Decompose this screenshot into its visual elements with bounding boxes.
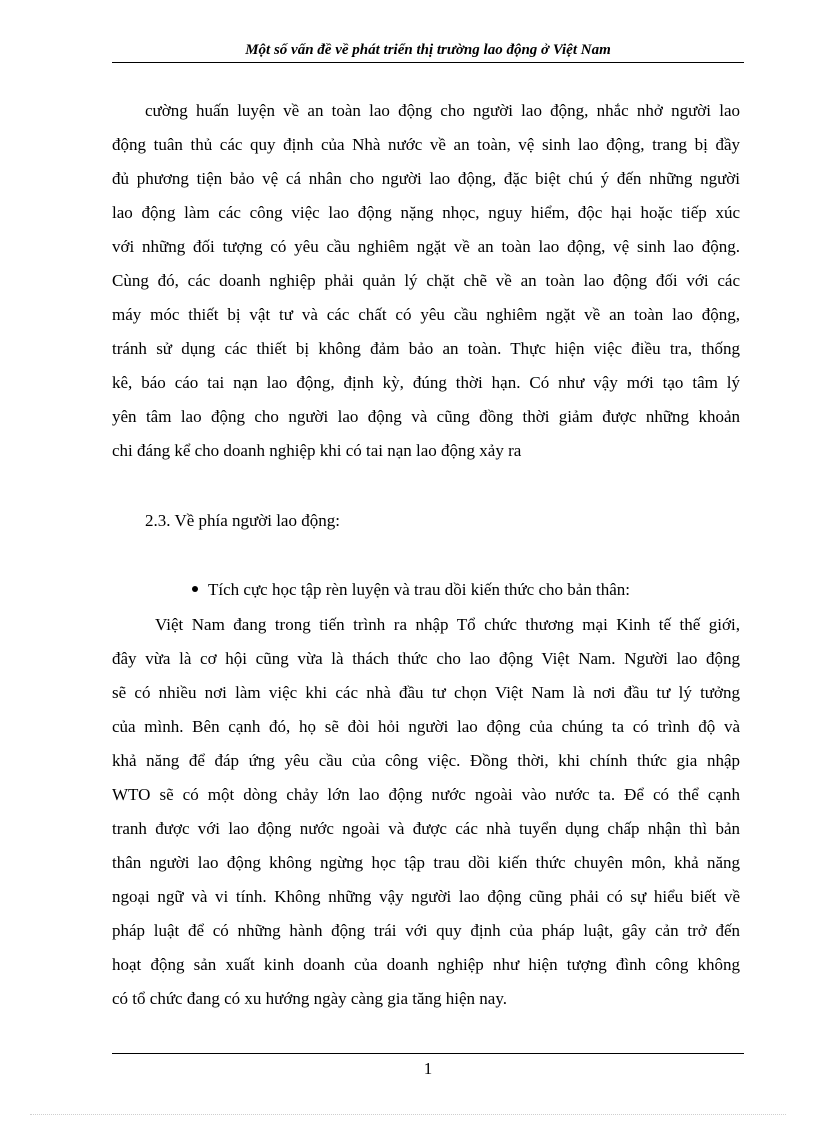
paragraph-line: ngoại ngữ và vi tính. Không những vậy người lao động cũng phải có sự hiểu biết về [112, 887, 740, 906]
bullet-text: Tích cực học tập rèn luyện và trau dồi kiến thức cho bản thân: [208, 580, 631, 599]
paragraph-line: khả năng để đáp ứng yêu cầu của công việc. Đồng thời, khi chính thức gia nhập [112, 751, 740, 770]
paragraph-line: pháp luật để có những hành động trái với quy định của pháp luật, gây cản trở đến [112, 921, 740, 940]
paragraph-line: Cùng đó, các doanh nghiệp phải quản lý chặt chẽ về an toàn lao động đối với các [112, 271, 740, 290]
paragraph-line: thân người lao động không ngừng học tập trau dồi kiến thức chuyên môn, khả năng [112, 853, 740, 872]
bullet-icon [192, 586, 198, 592]
paragraph-line: của mình. Bên cạnh đó, họ sẽ đòi hỏi người lao động của chúng ta có trình độ và [112, 717, 740, 736]
paragraph-line: cường huấn luyện về an toàn lao động cho người lao động, nhắc nhở người lao [145, 101, 740, 120]
paragraph-line: Việt Nam đang trong tiến trình ra nhập Tổ chức thương mại Kinh tế thế giới, [155, 615, 740, 634]
paragraph-line: động tuân thủ các quy định của Nhà nước về an toàn, vệ sinh lao động, trang bị đầy [112, 135, 740, 154]
paragraph-line: kê, báo cáo tai nạn lao động, định kỳ, đúng thời hạn. Có như vậy mới tạo tâm lý [112, 373, 740, 392]
page-number: 1 [423, 1059, 433, 1078]
paragraph-line: lao động làm các công việc lao động nặng nhọc, nguy hiểm, độc hại hoặc tiếp xúc [112, 203, 740, 222]
page-bottom-border [30, 1114, 786, 1115]
paragraph-line: chi đáng kể cho doanh nghiệp khi có tai nạn lao động xảy ra [112, 441, 522, 460]
paragraph-line: máy móc thiết bị vật tư và các chất có yêu cầu nghiêm ngặt về an toàn lao động, [112, 305, 740, 324]
paragraph-line: hoạt động sản xuất kinh doanh của doanh nghiệp như hiện tượng đình công không [112, 955, 740, 974]
paragraph-line: WTO sẽ có một dòng chảy lớn lao động nước ngoài vào nước ta. Để có thể cạnh [112, 785, 740, 804]
running-header: Một số vấn đề về phát triển thị trường lao động ở Việt Nam [245, 42, 611, 58]
section-heading: 2.3. Về phía người lao động: [145, 511, 340, 530]
paragraph-line: tranh được với lao động nước ngoài và được các nhà tuyển dụng chấp nhận thì bản [112, 819, 740, 838]
paragraph-line: sẽ có nhiều nơi làm việc khi các nhà đầu tư chọn Việt Nam là nơi đầu tư lý tưởng [112, 683, 740, 702]
paragraph-line: đây vừa là cơ hội cũng vừa là thách thức cho lao động Việt Nam. Người lao động [112, 649, 740, 668]
paragraph-line: tránh sử dụng các thiết bị không đảm bảo an toàn. Thực hiện việc điều tra, thống [112, 339, 740, 358]
paragraph-line: đủ phương tiện bảo vệ cá nhân cho người lao động, đặc biệt chú ý đến những người [112, 169, 740, 188]
bullet-item [192, 578, 630, 602]
paragraph-line: với những đối tượng có yêu cầu nghiêm ngặt về an toàn lao động, vệ sinh lao động. [112, 237, 740, 256]
paragraph-line: yên tâm lao động cho người lao động và cũng đồng thời giảm được những khoản [112, 407, 740, 426]
paragraph-line: có tổ chức đang có xu hướng ngày càng gia tăng hiện nay. [112, 989, 508, 1008]
footer-rule [112, 1053, 744, 1054]
header-rule [112, 62, 744, 63]
